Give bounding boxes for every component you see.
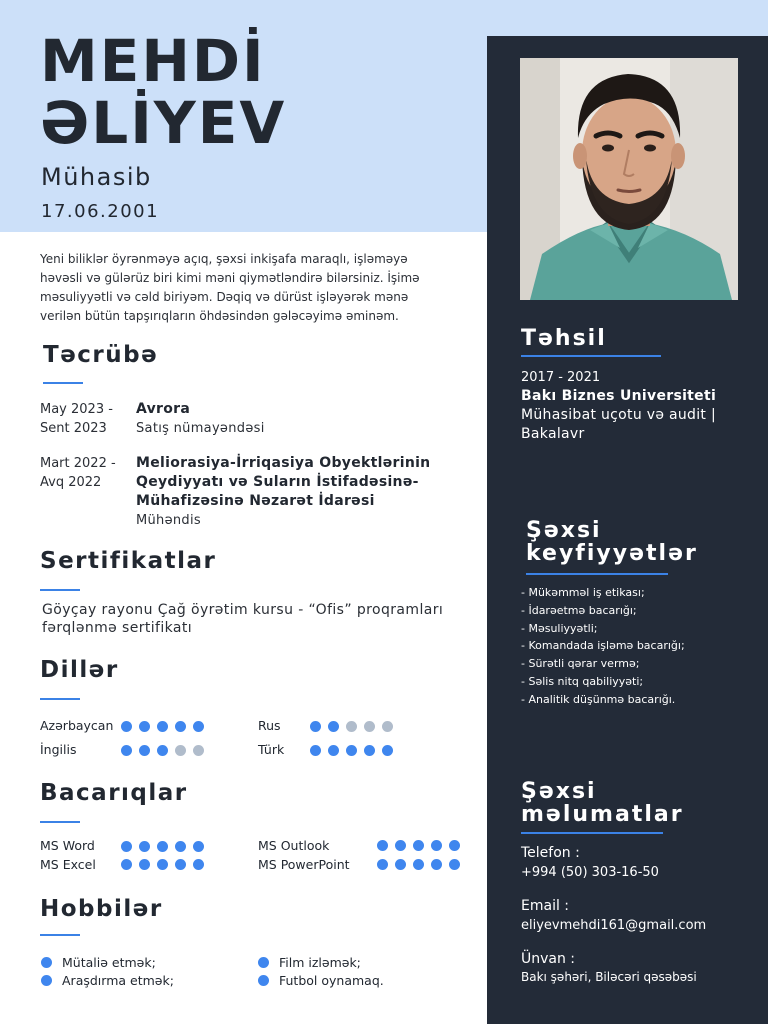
qualities-title: [526, 519, 698, 565]
level-dot-filled: [310, 721, 321, 732]
email-label: Email :: [521, 898, 570, 914]
language-label: Azərbaycan: [40, 718, 114, 733]
languages-underline: [40, 698, 80, 700]
experience-body: [136, 400, 456, 438]
hobbies-underline: [40, 934, 80, 936]
hobby-label: Film izləmək;: [279, 955, 361, 970]
contact-title-line: Şəxsi: [521, 779, 597, 804]
experience-underline: [43, 382, 83, 384]
address-value: Bakı şəhəri, Biləcəri qəsəbəsi: [521, 970, 697, 984]
contact-underline: [521, 832, 663, 834]
position-name: Satış nümayəndəsi: [136, 421, 265, 436]
contact-title-line: məlumatlar: [521, 802, 684, 827]
birth-date: 17.06.2001: [41, 201, 160, 222]
bullet-dot-icon: [258, 957, 269, 968]
level-dot-filled: [431, 859, 442, 870]
education-underline: [521, 355, 661, 357]
hobbies-title: Hobbilər: [40, 896, 163, 922]
level-dot-filled: [395, 859, 406, 870]
education-years: 2017 - 2021: [521, 370, 601, 385]
language-level: [310, 721, 393, 732]
quality-item: - Analitik düşünmə bacarığı.: [521, 692, 676, 706]
hobby-label: Futbol oynamaq.: [279, 973, 384, 988]
certificates-underline: [40, 589, 80, 591]
level-dot-filled: [157, 745, 168, 756]
level-dot-filled: [175, 841, 186, 852]
language-label: İngilis: [40, 742, 77, 757]
language-label: Rus: [258, 718, 281, 733]
level-dot-filled: [328, 721, 339, 732]
job-role: Mühasib: [41, 163, 152, 191]
skill-level: [377, 840, 460, 851]
phone-value[interactable]: +994 (50) 303-16-50: [521, 865, 659, 880]
level-dot-filled: [175, 721, 186, 732]
level-dot-filled: [193, 721, 204, 732]
level-dot-filled: [121, 721, 132, 732]
date-start: May 2023 -: [40, 402, 113, 417]
level-dot-filled: [310, 745, 321, 756]
hobby-label: Araşdırma etmək;: [62, 973, 174, 988]
skill-level: [377, 859, 460, 870]
contact-title: [521, 780, 684, 826]
summary-text: Yeni biliklər öyrənməyə açıq, şəxsi inkişafa maraqlı, işləməyə həvəsli və gülərüz biri kimi məni qiymətləndirə bilərsiniz. İşimə məsuliyyətli və cəld biriyəm. Dəqiq və dürüst işləyərək mənə verilən bütün tapşırıqların öhdəsindən gələcəyimə əminəm.: [40, 252, 420, 323]
skills-underline: [40, 821, 80, 823]
quality-item: - İdarəetmə bacarığı;: [521, 603, 637, 617]
level-dot-filled: [382, 745, 393, 756]
date-start: Mart 2022 -: [40, 456, 116, 471]
position-name: Mühəndis: [136, 513, 201, 528]
company-name: Meliorasiya-İrriqasiya Obyektlərinin Qeydiyyatı və Suların İstifadəsinə-Mühafizəsinə Nəzarət İdarəsi: [136, 455, 431, 509]
level-dot-filled: [139, 841, 150, 852]
level-dot-filled: [431, 840, 442, 851]
bullet-dot-icon: [41, 957, 52, 968]
level-dot-filled: [193, 841, 204, 852]
last-name: ƏLİYEV: [40, 89, 287, 157]
full-name: [40, 27, 287, 157]
language-level: [310, 745, 393, 756]
level-dot-filled: [157, 841, 168, 852]
skill-label: MS Excel: [40, 857, 96, 872]
language-level: [121, 721, 204, 732]
sidebar: [487, 36, 768, 1024]
level-dot-filled: [413, 840, 424, 851]
experience-body: [136, 454, 456, 530]
level-dot-filled: [121, 859, 132, 870]
hobby-item: [258, 973, 384, 988]
phone-label: Telefon :: [521, 845, 580, 861]
level-dot-filled: [175, 859, 186, 870]
hobby-item: [41, 955, 156, 970]
level-dot-filled: [449, 840, 460, 851]
experience-date: [40, 454, 132, 492]
first-name: MEHDİ: [40, 27, 266, 95]
quality-item: - Mükəmməl iş etikası;: [521, 586, 645, 599]
level-dot-empty: [364, 721, 375, 732]
quality-item: - Məsuliyyətli;: [521, 621, 598, 635]
level-dot-filled: [377, 859, 388, 870]
skill-label: MS Outlook: [258, 838, 330, 853]
level-dot-filled: [377, 840, 388, 851]
hobby-item: [41, 973, 174, 988]
skill-level: [121, 841, 204, 852]
quality-item: - Səlis nitq qabiliyyəti;: [521, 674, 644, 688]
level-dot-filled: [157, 859, 168, 870]
address-label: Ünvan :: [521, 951, 576, 967]
skill-level: [121, 859, 204, 870]
experience-date: [40, 400, 132, 438]
date-end: Avq 2022: [40, 475, 102, 490]
education-degree: Mühasibat uçotu və audit | Bakalavr: [521, 407, 716, 442]
skills-title: Bacarıqlar: [40, 780, 188, 806]
bullet-dot-icon: [258, 975, 269, 986]
date-end: Sent 2023: [40, 421, 107, 436]
education-title: Təhsil: [521, 326, 607, 351]
level-dot-filled: [346, 745, 357, 756]
education-school: Bakı Biznes Universiteti: [521, 388, 717, 404]
level-dot-empty: [382, 721, 393, 732]
level-dot-filled: [449, 859, 460, 870]
level-dot-filled: [157, 721, 168, 732]
quality-item: - Komandada işləmə bacarığı;: [521, 639, 685, 653]
level-dot-filled: [121, 745, 132, 756]
certificates-title: Sertifikatlar: [40, 548, 217, 574]
qualities-title-line: keyfiyyətlər: [526, 541, 698, 566]
language-level: [121, 745, 204, 756]
language-label: Türk: [258, 742, 285, 757]
qualities-title-line: Şəxsi: [526, 518, 602, 543]
company-name: Avrora: [136, 401, 191, 417]
qualities-list: [521, 584, 685, 709]
level-dot-filled: [413, 859, 424, 870]
bullet-dot-icon: [41, 975, 52, 986]
level-dot-empty: [346, 721, 357, 732]
experience-title: Təcrübə: [43, 342, 159, 368]
level-dot-filled: [121, 841, 132, 852]
profile-photo: [520, 58, 738, 300]
level-dot-filled: [193, 859, 204, 870]
hobby-item: [258, 955, 361, 970]
hobby-label: Mütaliə etmək;: [62, 955, 156, 970]
certificate-text: Göyçay rayonu Çağ öyrətim kursu - “Ofis” proqramları fərqlənmə sertifikatı: [42, 602, 444, 636]
email-value[interactable]: eliyevmehdi161@gmail.com: [521, 918, 707, 933]
languages-title: Dillər: [40, 657, 119, 683]
level-dot-filled: [328, 745, 339, 756]
level-dot-filled: [139, 721, 150, 732]
profile-photo-illustration: [520, 58, 738, 300]
level-dot-filled: [364, 745, 375, 756]
level-dot-filled: [395, 840, 406, 851]
skill-label: MS PowerPoint: [258, 857, 350, 872]
skill-label: MS Word: [40, 838, 95, 853]
quality-item: - Sürətli qərar vermə;: [521, 657, 640, 671]
level-dot-empty: [175, 745, 186, 756]
qualities-underline: [526, 573, 668, 575]
level-dot-filled: [139, 745, 150, 756]
level-dot-filled: [139, 859, 150, 870]
level-dot-empty: [193, 745, 204, 756]
